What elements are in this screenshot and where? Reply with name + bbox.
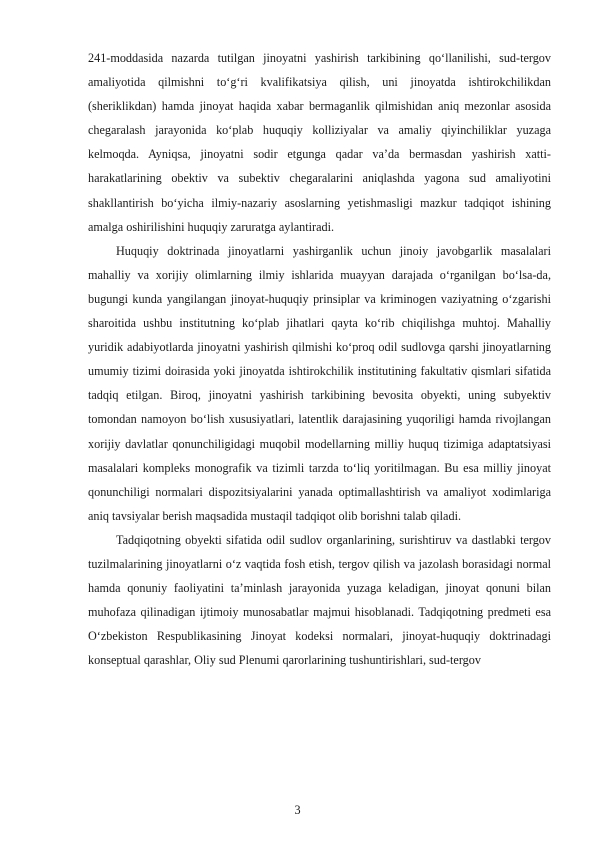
document-page: [88, 46, 551, 672]
paragraph-continuation: 241-moddasida nazarda tutilgan jinoyatni yashirish tarkibining qo‘llanilishi, sud-tergov amaliyotida qilmishni to‘g‘ri kvalifikatsiya qilish, uni jinoyatda ishtirokchilikdan (sheriklikdan) hamda jinoyat haqida xabar bermaganlik qilmishidan aniq mezonlar asosida chegaralash jarayonida ko‘plab huquqiy kolliziyalar va amaliy qiyinchiliklar yuzaga kelmoqda. Ayniqsa, jinoyatni sodir etgunga qadar va’da bermasdan yashirish xatti-harakatlarining obektiv va subektiv chegaralarini aniqlashda yagona sud amaliyotini shakllantirish bo‘yicha ilmiy-nazariy asoslarning yetishmasligi mazkur tadqiqot ishining amalga oshirilishini huquqiy zaruratga aylantiradi.: [88, 51, 551, 234]
paragraph-research-object: Tadqiqotning obyekti sifatida odil sudlov organlarining, surishtiruv va dastlabki tergov tuzilmalarining jinoyatlarni o‘z vaqtida fosh etish, tergov qilish va jazolash borasidagi normal hamda qonuniy faoliyatini ta’minlash jarayonida yuzaga keladigan, jinoyat qonuni bilan muhofaza qilinadigan ijtimoiy munosabatlar majmui hisoblanadi. Tadqiqotning predmeti esa O‘zbekiston Respublikasining Jinoyat kodeksi normalari, jinoyat-huquqiy doktrinadagi konseptual qarashlar, Oliy sud Plenumi qarorlarining tushuntirishlari, sud-tergov: [88, 532, 551, 668]
paragraph-doctrine: Huquqiy doktrinada jinoyatlarni yashirganlik uchun jinoiy javobgarlik masalalari mahalliy va xorijiy olimlarning ilmiy ishlarida muayyan darajada o‘rganilgan bo‘lsa-da, bugungi kunda yangilangan jinoyat-huquqiy prinsiplar va kriminogen vaziyatning o‘zgarishi sharoitida ushbu institutning ko‘plab jihatlari qayta ko‘rib chiqilishga muhtoj. Mahalliy yuridik adabiyotlarda jinoyatni yashirish qilmishi ko‘proq odil sudlovga qarshi jinoyatlarning umumiy tizimi doirasida yoki jinoyatda ishtirokchilik institutining fakultativ qismlari sifatida tadqiq etilgan. Biroq, jinoyatni yashirish tarkibining bevosita obyekti, uning subyektiv tomondan namoyon bo‘lish xususiyatlari, latentlik darajasining yuqoriligi hamda rivojlangan xorijiy davlatlar qonunchiligidagi muqobil modellarning milliy huquq tizimiga adaptatsiyasi masalalari kompleks monografik va tizimli tarzda to‘liq yoritilmagan. Bu esa milliy jinoyat qonunchiligi normalari dispozitsiyalarini yanada optimallashtirish va amaliyot xodimlariga aniq tavsiyalar berish maqsadida mustaqil tadqiqot olib borishni talab qiladi.: [88, 243, 551, 523]
page-number: 3: [294, 803, 301, 817]
